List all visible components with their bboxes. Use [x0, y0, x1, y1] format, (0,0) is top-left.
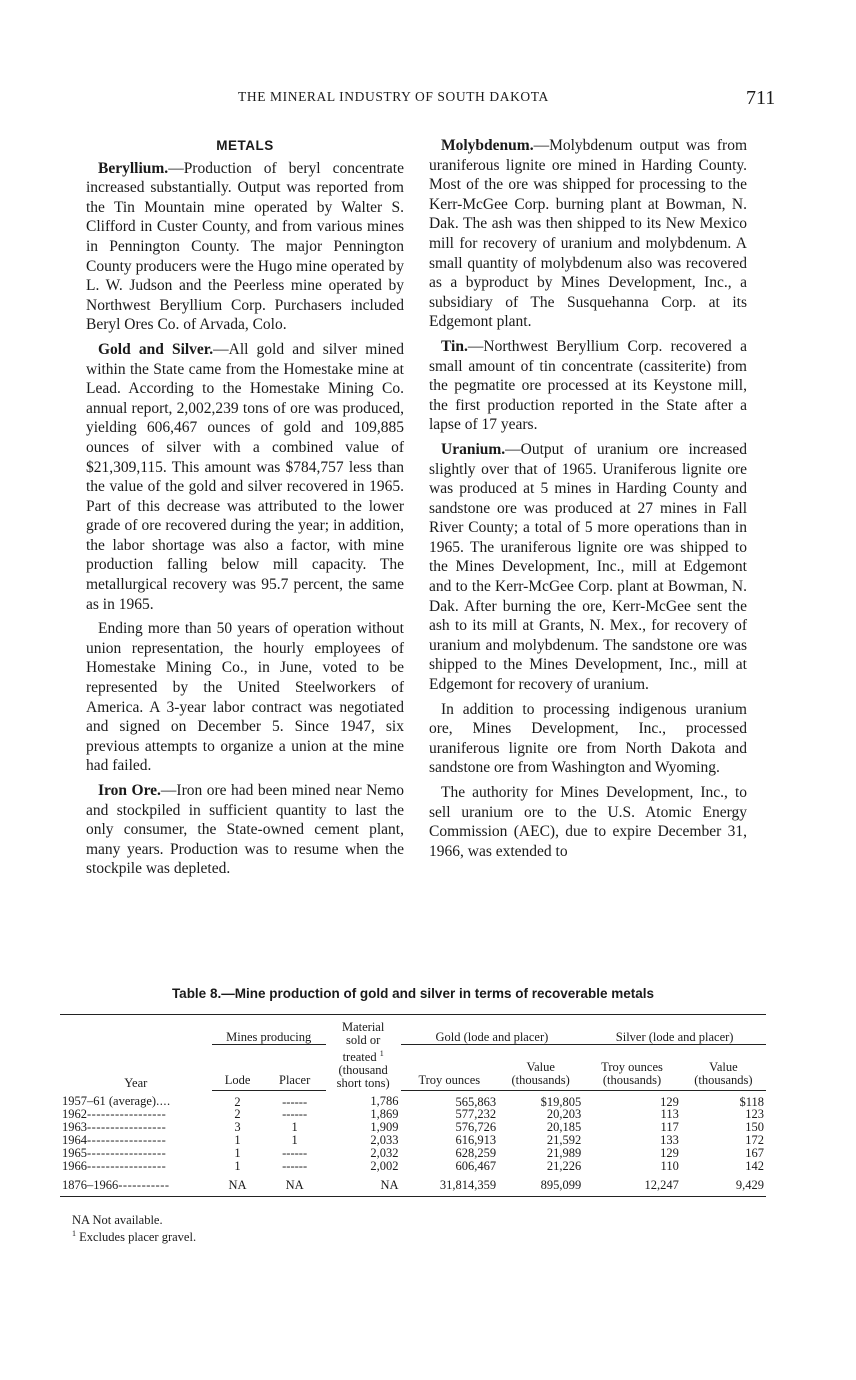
paragraph-text: Ending more than 50 years of operation without union representation, the hourly employees of Homestake Mining Co., in June, voted to be represented by the United Steelworkers of America. A 3-year labor contract was negotiated and signed on December 5. Since 1947, six previous attempts to organize a union at the mine had failed. — [86, 620, 404, 775]
year-cell — [60, 1160, 212, 1173]
gold-value-cell: 21,226 — [546, 1158, 582, 1173]
year-cell — [60, 1172, 212, 1196]
header-lode: Lode — [212, 1045, 264, 1090]
header-material — [326, 1015, 401, 1091]
placer-cell: 1 — [291, 1120, 298, 1135]
table-title: Table 8.—Mine production of gold and silver in terms of recoverable metals — [171, 986, 655, 1001]
gold-oz-cell: 577,232 — [455, 1107, 497, 1122]
silver-oz-cell: 129 — [660, 1145, 679, 1160]
footnotes — [72, 1213, 196, 1244]
header-line: (thousands) — [511, 1072, 570, 1087]
run-in-heading: Tin. — [441, 337, 468, 355]
gold-oz-cell: 565,863 — [455, 1094, 497, 1109]
table-row — [60, 1160, 766, 1173]
header-gold-value — [498, 1045, 583, 1090]
year-label: 1962 — [62, 1107, 87, 1122]
header-gold: Gold (lode and placer) — [401, 1015, 584, 1045]
lode-cell: 3 — [234, 1120, 241, 1135]
silver-oz-cell: 133 — [660, 1133, 679, 1148]
material-cell: 1,909 — [370, 1120, 399, 1135]
header-year: Year — [60, 1015, 212, 1091]
run-in-heading: Beryllium. — [98, 159, 169, 177]
header-material-line: (thousand — [338, 1063, 388, 1078]
header-silver-value — [681, 1045, 766, 1090]
year-label: 1964 — [62, 1133, 87, 1148]
silver-oz-cell: 110 — [660, 1158, 679, 1173]
header-gold-troy-ounces: Troy ounces — [401, 1045, 499, 1090]
dot-leader: ----------------- — [87, 1158, 167, 1173]
gold-value-cell: 20,203 — [546, 1107, 582, 1122]
paragraph-text: —Molybdenum output was from uraniferous lignite ore mined in Harding County. Most of the ore was shipped for processing to the Kerr-McGee Corp. burning plant at Bowman, N. Dak. The ash was then shipped to its New Mexico mill for recovery of uranium and molybdenum. A small quantity of molybdenum also was recovered as a byproduct by Mines Development, Inc., a subsidiary of The Susquehanna Corp. at its Edgemont plant. — [429, 137, 747, 331]
silver-value-cell: 167 — [745, 1145, 764, 1160]
gold-oz-cell: 628,259 — [455, 1145, 497, 1160]
year-label: 1957–61 (average) — [62, 1094, 157, 1109]
year-label: 1876–1966 — [62, 1178, 119, 1193]
gold-value-cell: 21,989 — [546, 1145, 582, 1160]
silver-value-cell: 123 — [745, 1107, 764, 1122]
header-line: Value — [709, 1059, 738, 1074]
gold-oz-cell: 606,467 — [455, 1158, 497, 1173]
material-cell: 2,033 — [370, 1133, 399, 1148]
lode-cell: 1 — [234, 1158, 241, 1173]
dot-leader: ----------------- — [87, 1120, 167, 1135]
footnote-marker: 1 — [379, 1049, 384, 1058]
paragraph-iron-ore — [86, 781, 404, 879]
silver-value-cell: 172 — [745, 1133, 764, 1148]
material-cell: NA — [326, 1172, 401, 1196]
paragraph-molybdenum — [429, 136, 747, 332]
header-material-line — [328, 1047, 399, 1064]
footnote-na: NA Not available. — [72, 1213, 163, 1227]
material-cell: 2,002 — [370, 1158, 399, 1173]
header-line: (thousands) — [602, 1072, 662, 1087]
header-line: Troy ounces — [601, 1059, 663, 1074]
year-label: 1963 — [62, 1120, 87, 1135]
paragraph-union — [86, 619, 404, 776]
dot-leader: ----------------- — [87, 1107, 167, 1122]
left-column — [86, 136, 404, 884]
paragraph-authority — [429, 783, 747, 861]
lode-cell: 2 — [234, 1107, 241, 1122]
year-label: 1966 — [62, 1158, 87, 1173]
gold-value-cell: $19,805 — [540, 1094, 582, 1109]
silver-value-cell: 9,429 — [681, 1172, 766, 1196]
paragraph-text: The authority for Mines Development, Inc., to sell uranium ore to the U.S. Atomic Energy Commission (AEC), due to expire December 31, 1966, was extended to — [429, 784, 747, 860]
silver-oz-cell: 113 — [660, 1107, 679, 1122]
dot-leader: ----------------- — [87, 1133, 167, 1148]
lode-cell: 2 — [234, 1094, 241, 1109]
placer-cell: 1 — [291, 1133, 298, 1148]
paragraph-beryllium — [86, 159, 404, 335]
material-cell: 1,786 — [370, 1094, 399, 1109]
placer-cell: ------ — [282, 1158, 308, 1173]
lode-cell: 1 — [234, 1133, 241, 1148]
section-heading-metals: METALS — [216, 138, 274, 153]
placer-cell: ------ — [282, 1094, 308, 1109]
placer-cell: ------ — [282, 1145, 308, 1160]
footnote-1 — [72, 1227, 196, 1244]
gold-oz-cell: 31,814,359 — [401, 1172, 499, 1196]
paragraph-gold-silver — [86, 340, 404, 614]
table-row — [60, 1090, 766, 1108]
running-header: THE MINERAL INDUSTRY OF SOUTH DAKOTA — [238, 89, 549, 104]
gold-oz-cell: 616,913 — [455, 1133, 497, 1148]
header-line: Value — [526, 1059, 555, 1074]
dot-leader: ----------------- — [87, 1145, 167, 1160]
silver-oz-cell: 12,247 — [583, 1172, 681, 1196]
silver-oz-cell: 117 — [660, 1120, 679, 1135]
table-total-row — [60, 1172, 766, 1196]
placer-cell: ------ — [282, 1107, 308, 1122]
production-table — [60, 1014, 766, 1197]
gold-value-cell: 895,099 — [498, 1172, 583, 1196]
material-cell: 2,032 — [370, 1145, 399, 1160]
paragraph-text: —Production of beryl concentrate increased substantially. Output was reported from the Tin Mountain mine operated by Walter S. Clifford in Custer County, and from various mines in Pennington County. The major Pennington County producers were the Hugo mine operated by L. W. Judson and the Peerless mine operated by Northwest Beryllium Corp. Purchasers included Beryl Ores Co. of Arvada, Colo. — [86, 159, 404, 334]
paragraph-tin — [429, 337, 747, 435]
gold-value-cell: 20,185 — [546, 1120, 582, 1135]
footnote-text: Excludes placer gravel. — [79, 1230, 197, 1245]
gold-oz-cell: 576,726 — [455, 1120, 497, 1135]
material-cell: 1,869 — [370, 1107, 399, 1122]
paragraph-text: —Output of uranium ore increased slightly over that of 1965. Uraniferous lignite ore was produced at 5 mines in Harding County and sandstone ore was produced at 27 mines in Fall River County; a total of 5 more operations than in 1965. The uraniferous lignite ore was shipped to the Mines Development, Inc., mill at Edgemont and to the Kerr-McGee Corp. plant at Bowman, N. Dak. After burning the ore, Kerr-McGee sent the ash to its mill at Grants, N. Mex., for recovery of uranium and molybdenum. The sandstone ore was shipped to the Mines Development, Inc., mill at Edgemont for recovery of uranium. — [429, 440, 747, 694]
silver-value-cell: $118 — [739, 1094, 764, 1109]
paragraph-text: —All gold and silver mined within the State came from the Homestake mine at Lead. According to the Homestake Mining Co. annual report, 2,002,239 tons of ore was produced, yielding 606,467 ounces of gold and 109,885 ounces of silver with a combined value of $21,309,115. This amount was $784,757 less than the value of the gold and silver recovered in 1965. Part of this decrease was attributed to the lower grade of ore recovered during the year; in addition, the labor shortage was also a factor, with mine production falling below mill capacity. The metallurgical recovery was 95.7 percent, the same as in 1965. — [86, 340, 404, 613]
header-material-line: Material — [341, 1020, 385, 1034]
silver-oz-cell: 129 — [660, 1094, 679, 1109]
silver-value-cell: 142 — [745, 1158, 764, 1173]
footnote-marker: 1 — [72, 1229, 76, 1238]
paragraph-uranium — [429, 440, 747, 695]
placer-cell: NA — [263, 1172, 325, 1196]
paragraph-text: —Northwest Beryllium Corp. recovered a small amount of tin concentrate (cassiterite) from the pegmatite ore processed at its Keystone mill, the first production reported in the State after a lapse of 17 years. — [429, 337, 747, 434]
header-mines-producing: Mines producing — [212, 1015, 326, 1045]
lode-cell: 1 — [234, 1145, 241, 1160]
run-in-heading: Uranium. — [441, 440, 506, 458]
dot-leader: ----------- — [118, 1178, 170, 1193]
header-line: (thousands) — [694, 1072, 753, 1087]
run-in-heading: Molybdenum. — [441, 137, 534, 154]
header-material-line: short tons) — [336, 1076, 390, 1091]
run-in-heading: Iron Ore. — [98, 782, 161, 799]
right-column — [429, 136, 747, 866]
year-label: 1965 — [62, 1145, 87, 1160]
gold-value-cell: 21,592 — [546, 1133, 582, 1148]
lode-cell: NA — [212, 1172, 264, 1196]
header-silver-troy-ounces — [583, 1045, 681, 1090]
dot-leader: .... — [156, 1094, 171, 1109]
paragraph-processing — [429, 700, 747, 778]
page-number: 711 — [746, 87, 776, 109]
header-placer: Placer — [263, 1045, 325, 1090]
silver-value-cell: 150 — [745, 1120, 764, 1135]
header-material-line: sold or — [345, 1033, 381, 1047]
header-material-treated: treated — [342, 1050, 377, 1065]
year-cell — [60, 1090, 212, 1108]
header-silver: Silver (lode and placer) — [583, 1015, 766, 1045]
paragraph-text: In addition to processing indigenous uranium ore, Mines Development, Inc., processed uraniferous lignite ore from North Dakota and sandstone ore from Washington and Wyoming. — [429, 700, 747, 777]
paragraph-text: —Iron ore had been mined near Nemo and stockpiled in sufficient quantity to last the only consumer, the State-owned cement plant, many years. Production was to resume when the stockpile was depleted. — [86, 782, 404, 878]
run-in-heading: Gold and Silver. — [98, 340, 214, 358]
